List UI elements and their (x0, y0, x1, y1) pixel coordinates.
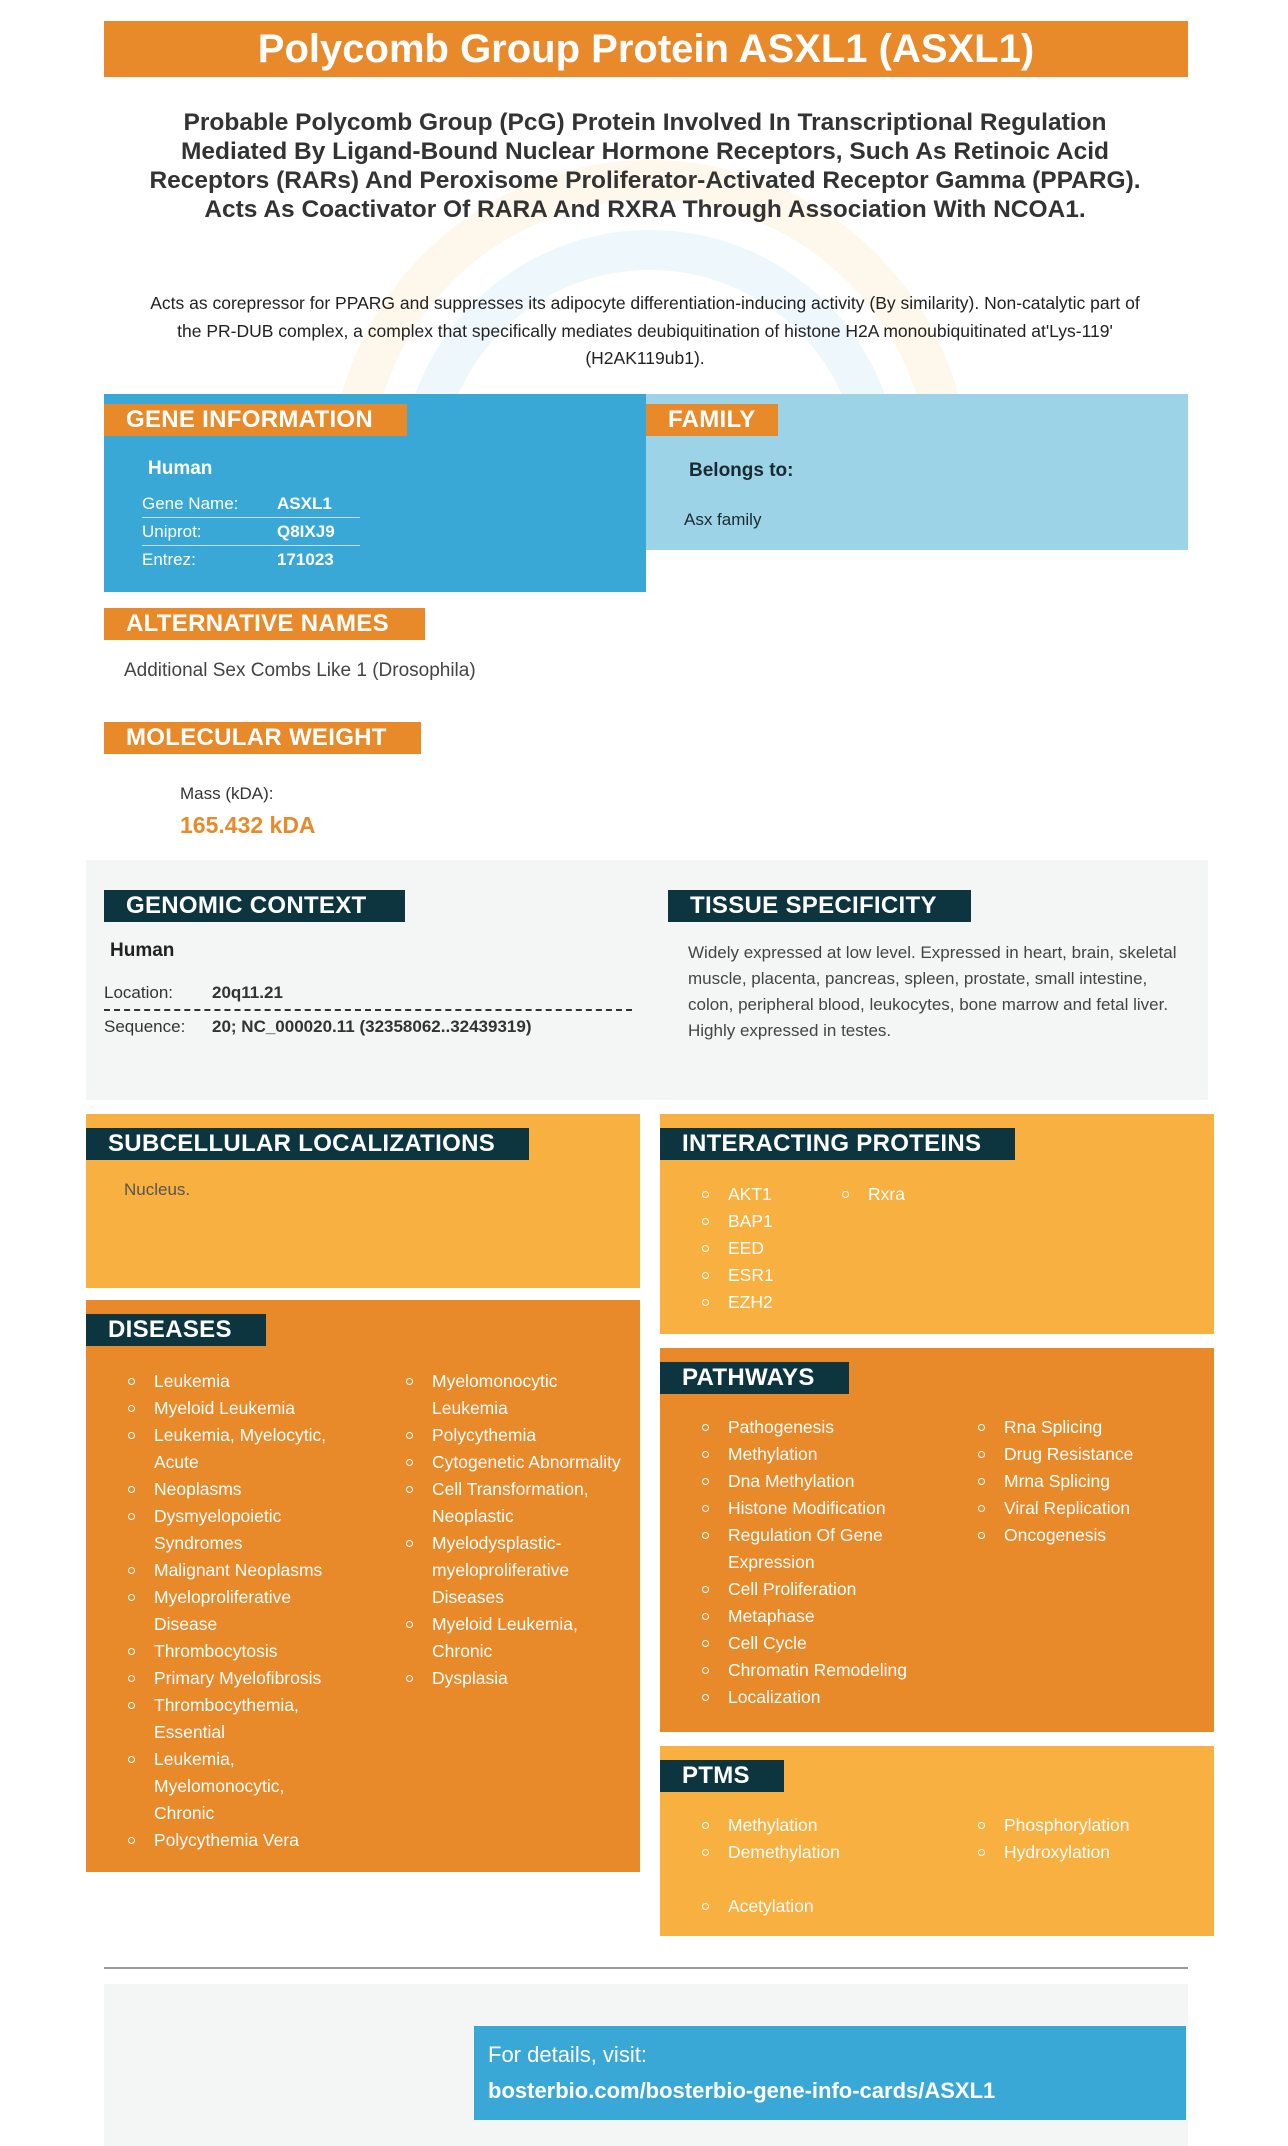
list-item: Mrna Splicing (978, 1468, 1198, 1495)
tissue-text: Widely expressed at low level. Expressed in heart, brain, skeletal muscle, placenta, pancreas, spleen, prostate, small intestine, colon, peripheral blood, leukocytes, bone marrow and fetal liver. Highly expressed in testes. (688, 943, 1177, 1040)
list-item: Leukemia, Myelomonocytic, Chronic (128, 1746, 294, 1827)
list-item: BAP1 (702, 1208, 832, 1235)
list-item: ESR1 (702, 1262, 832, 1289)
list-item: EED (702, 1235, 832, 1262)
entrez-label: Entrez: (142, 550, 196, 569)
sequence-value: 20; NC_000020.11 (32358062..32439319) (212, 1017, 532, 1036)
alt-names-value: Additional Sex Combs Like 1 (Drosophila) (124, 660, 476, 681)
tissue-header: TISSUE SPECIFICITY (668, 890, 971, 922)
list-item: Regulation Of Gene Expression (702, 1522, 913, 1576)
list-item: Demethylation (702, 1839, 922, 1866)
subcellular-text: Nucleus. (124, 1180, 191, 1199)
list-item: Malignant Neoplasms (128, 1557, 338, 1584)
list-item: Myeloproliferative Disease (128, 1584, 338, 1638)
list-item: EZH2 (702, 1289, 832, 1316)
list-item: Methylation (702, 1441, 922, 1468)
gene-info-table (142, 490, 360, 573)
uniprot-value[interactable]: Q8IXJ9 (277, 522, 335, 541)
list-item: Polycythemia (406, 1422, 626, 1449)
genomic-species: Human (110, 940, 175, 961)
list-item: Metaphase (702, 1603, 922, 1630)
alt-names-header: ALTERNATIVE NAMES (104, 608, 425, 640)
list-item: Neoplasms (128, 1476, 338, 1503)
list-item: Phosphorylation (978, 1812, 1198, 1839)
list-item: Rxra (842, 1181, 972, 1208)
list-item: Thrombocytosis (128, 1638, 338, 1665)
interacting-panel (660, 1114, 1214, 1334)
ptms-list-2 (978, 1812, 1198, 1866)
list-item: Oncogenesis (978, 1522, 1198, 1549)
list-item: Dysplasia (406, 1665, 626, 1692)
list-item: Cytogenetic Abnormality (406, 1449, 626, 1476)
mol-weight-header: MOLECULAR WEIGHT (104, 722, 421, 754)
gene-info-species: Human (148, 458, 213, 479)
genomic-header: GENOMIC CONTEXT (104, 890, 405, 922)
sequence-label: Sequence: (104, 1017, 186, 1036)
pathways-header: PATHWAYS (660, 1362, 849, 1394)
ptms-list-1 (702, 1812, 922, 1866)
list-item: Myelomonocytic Leukemia (406, 1368, 582, 1422)
page-subtitle: Probable Polycomb Group (PcG) Protein Involved In Transcriptional Regulation Mediated By Ligand-Bound Nuclear Hormone Receptors, Such As Retinoic Acid Receptors (RARs) And Peroxisome Proliferator-Activated Receptor Gamma (PPARG). Acts As Coactivator Of RARA And RXRA Through Association With NCOA1. (149, 109, 1141, 223)
sequence-row (104, 1011, 632, 1043)
mass-label: Mass (kDA): (180, 784, 274, 803)
interacting-header: INTERACTING PROTEINS (660, 1128, 1015, 1160)
list-item: Hydroxylation (978, 1839, 1198, 1866)
footer-url[interactable]: bosterbio.com/bosterbio-gene-info-cards/ASXL1 (488, 2078, 996, 2103)
list-item: Polycythemia Vera (128, 1827, 338, 1854)
list-item: Drug Resistance (978, 1441, 1198, 1468)
page-description: Acts as corepressor for PPARG and suppresses its adipocyte differentiation-inducing activity (By similarity). Non-catalytic part of the PR-DUB complex, a complex that specifically mediates deubiquitination of histone H2A monoubiquitinated at'Lys-119' (H2AK119ub1). (150, 293, 1140, 368)
subcellular-header: SUBCELLULAR LOCALIZATIONS (86, 1128, 529, 1160)
list-item: Rna Splicing (978, 1414, 1198, 1441)
uniprot-label: Uniprot: (142, 522, 202, 541)
list-item: Dna Methylation (702, 1468, 922, 1495)
location-row (104, 977, 632, 1011)
gene-name-row (142, 490, 360, 518)
list-item: AKT1 (702, 1181, 832, 1208)
family-panel (646, 394, 1188, 550)
list-item: Cell Proliferation (702, 1576, 922, 1603)
diseases-list-2 (406, 1368, 626, 1692)
list-item: Methylation (702, 1812, 922, 1839)
entrez-row (142, 546, 360, 573)
mass-value: 165.432 kDA (180, 812, 316, 838)
gene-name-value: ASXL1 (277, 494, 332, 513)
location-value: 20q11.21 (212, 983, 283, 1002)
list-item: Viral Replication (978, 1495, 1198, 1522)
list-item: Dysmyelopoietic Syndromes (128, 1503, 338, 1557)
list-item: Leukemia (128, 1368, 338, 1395)
diseases-header: DISEASES (86, 1314, 266, 1346)
subcellular-panel (86, 1114, 640, 1288)
page-title: Polycomb Group Protein ASXL1 (ASXL1) (257, 27, 1035, 71)
list-item: Myeloid Leukemia, Chronic (406, 1611, 626, 1665)
diseases-list-1 (128, 1368, 338, 1854)
ptms-header: PTMS (660, 1760, 784, 1792)
gene-info-panel (104, 394, 646, 592)
uniprot-row (142, 518, 360, 546)
list-item: Myeloid Leukemia (128, 1395, 338, 1422)
entrez-value[interactable]: 171023 (277, 550, 334, 569)
genomic-table (104, 977, 632, 1043)
list-item: Chromatin Remodeling (702, 1657, 922, 1684)
gene-name-label: Gene Name: (142, 494, 239, 513)
diseases-panel (86, 1300, 640, 1872)
pathways-list-1 (702, 1414, 922, 1711)
ptms-panel (660, 1746, 1214, 1936)
pathways-list-2 (978, 1414, 1198, 1549)
interacting-list-2 (842, 1181, 972, 1208)
list-item: Histone Modification (702, 1495, 922, 1522)
list-item: Pathogenesis (702, 1414, 922, 1441)
family-value: Asx family (684, 510, 762, 529)
title-bar (104, 21, 1188, 77)
ptms-list-1b (702, 1893, 922, 1920)
list-item: Primary Myelofibrosis (128, 1665, 338, 1692)
list-item: Leukemia, Myelocytic, Acute (128, 1422, 338, 1476)
footer-link-box[interactable] (474, 2026, 1186, 2120)
location-label: Location: (104, 983, 173, 1002)
pathways-panel (660, 1348, 1214, 1732)
list-item: Cell Transformation, Neoplastic (406, 1476, 626, 1530)
list-item: Localization (702, 1684, 922, 1711)
gene-info-header: GENE INFORMATION (104, 404, 407, 436)
list-item: Thrombocythemia, Essential (128, 1692, 338, 1746)
family-belongs-label: Belongs to: (689, 460, 794, 481)
list-item: Acetylation (702, 1893, 922, 1920)
list-item: Cell Cycle (702, 1630, 922, 1657)
footer-divider (104, 1967, 1188, 1969)
list-item: Myelodysplastic-myeloproliferative Diseases (406, 1530, 612, 1611)
interacting-list-1 (702, 1181, 832, 1316)
footer-visit-label: For details, visit: (488, 2042, 647, 2067)
family-header: FAMILY (646, 404, 778, 436)
